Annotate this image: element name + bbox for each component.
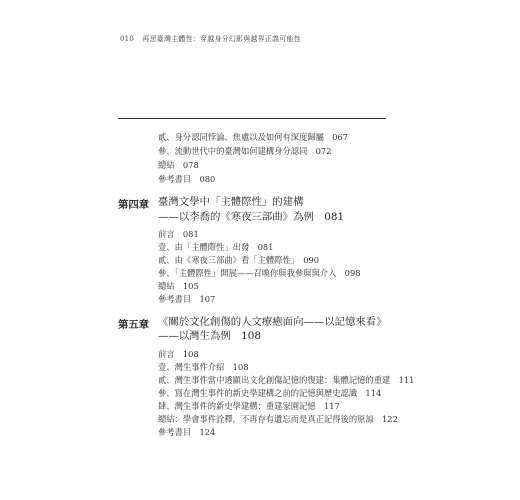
chapter-subtitle: ——以李喬的《寒夜三部曲》為例 081 [158, 211, 345, 223]
toc-entry: 壹、由「主體際性」出發 081 [158, 242, 274, 252]
page-number: 010 [120, 35, 134, 43]
running-header [120, 34, 301, 44]
toc-entry: 參考書目 124 [158, 427, 216, 437]
toc-entry: 貳、由《寒夜三部曲》看「主體際性」 090 [158, 255, 320, 265]
toc-entry: 前言 081 [158, 229, 199, 239]
chapter-title: 臺灣文學中「主體際性」的建構 [158, 196, 304, 208]
chapter-label: 第五章 [118, 319, 150, 331]
toc-entry: 總結 105 [158, 281, 199, 291]
toc-entry: 肆、灣生事件的新史學建構：重建家園記憶 117 [158, 401, 340, 411]
toc-entry: 參考書目 107 [158, 294, 216, 304]
chapter-subtitle: ——以灣生為例 108 [158, 330, 261, 342]
toc-entry: 參考書目 080 [158, 174, 216, 184]
toc-entry: 總結：學會事件詮釋，不再存有遺忘而是真正記得後的原諒 122 [158, 414, 398, 424]
chapter-title: 《關於文化創傷的人文療癒面向——以記憶來看》 [158, 316, 387, 328]
toc-entry: 總結 078 [158, 160, 199, 170]
toc-entry: 參、寫在灣生事件的新史學建構之前的記憶與歷史認識 114 [158, 388, 382, 398]
chapter-label: 第四章 [118, 199, 150, 211]
toc-entry: 參、「主體際性」開展——召喚你與我參與與介入 098 [158, 268, 361, 278]
toc-entry: 壹、灣生事件介紹 108 [158, 362, 249, 372]
toc-entry: 貳、灣生事件當中透顯出文化創傷記憶的復建：集體記憶的重建 111 [158, 375, 415, 385]
toc-entry: 前言 108 [158, 349, 199, 359]
horizontal-rule [118, 118, 386, 119]
toc-entry: 參、流動世代中的臺灣如何建構身分認同 072 [158, 146, 332, 156]
toc-entry: 貳、身分認同悖論、焦慮以及如何有深度歸屬 067 [158, 132, 349, 142]
running-title: 再思臺灣主體性：穿越身分幻影與越界正義可能性 [142, 35, 301, 43]
